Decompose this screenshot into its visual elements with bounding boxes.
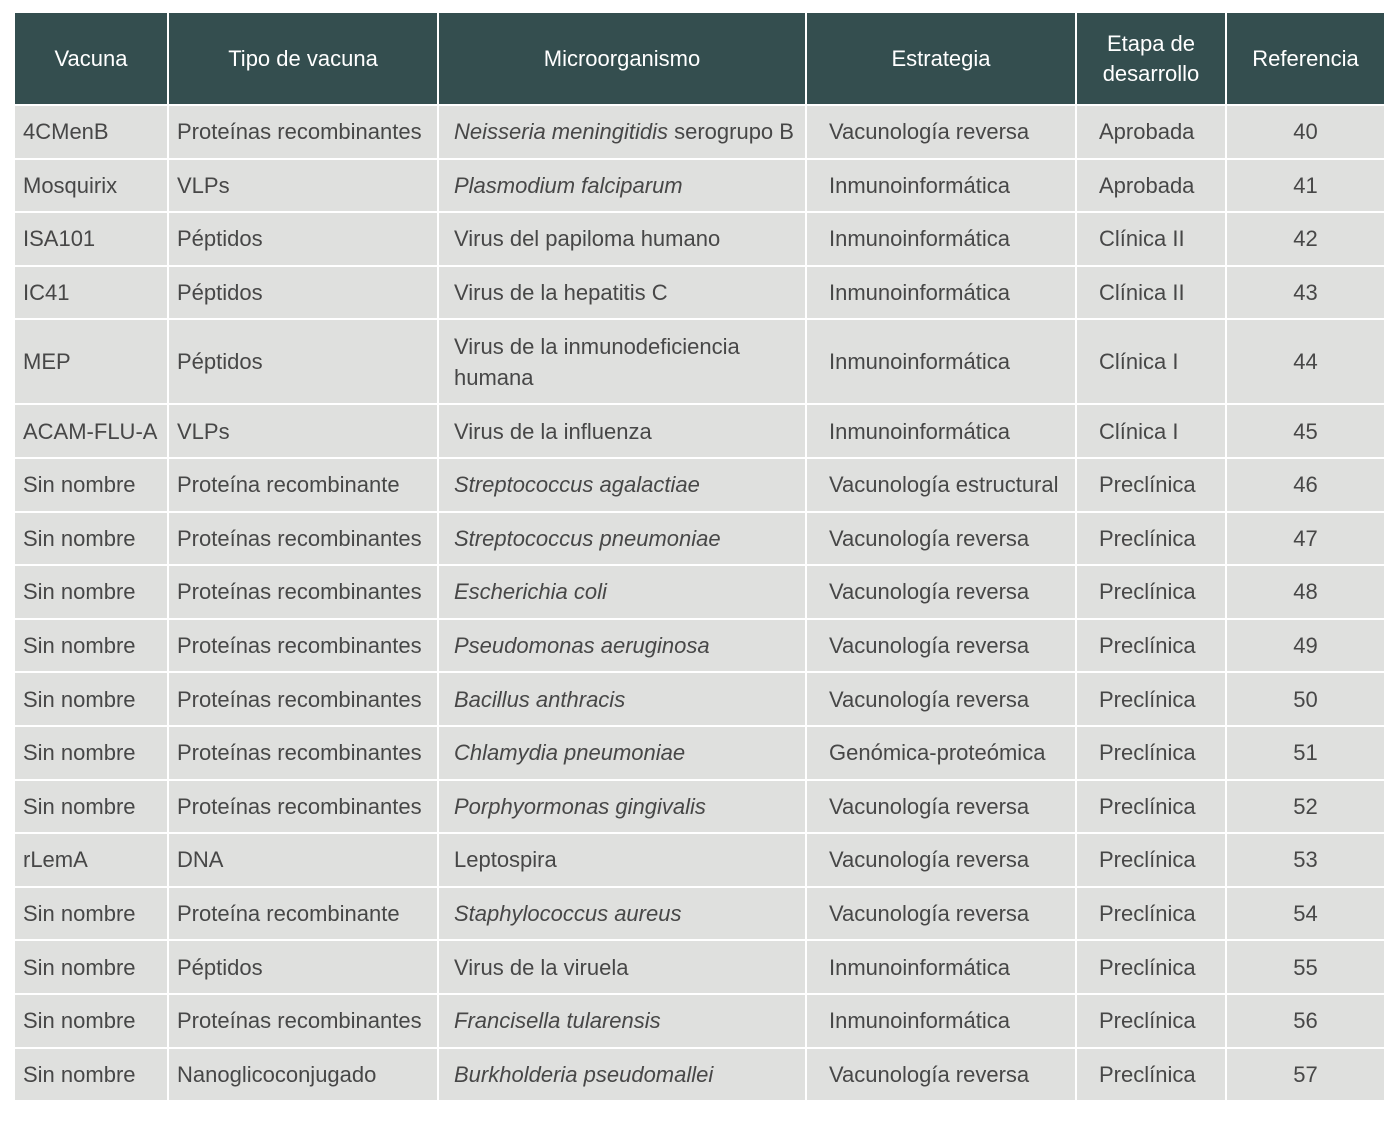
cell-etapa: Clínica I [1076,319,1226,404]
cell-tipo: Proteínas recombinantes [168,994,438,1048]
cell-microorganismo [438,726,806,780]
cell-tipo: Proteínas recombinantes [168,726,438,780]
micro-text: Virus de la inmunodeficiencia humana [454,333,740,390]
cell-estrategia: Vacunología reversa [806,887,1076,941]
cell-vacuna: ACAM-FLU-A [15,404,168,458]
cell-tipo: Proteínas recombinantes [168,565,438,619]
cell-referencia: 53 [1226,833,1384,887]
cell-microorganismo [438,887,806,941]
micro-text: serogrupo B [667,119,794,145]
species-name: Neisseria meningitidis [454,119,668,145]
table-row [15,940,1384,994]
cell-vacuna: Sin nombre [15,619,168,673]
cell-vacuna: Sin nombre [15,565,168,619]
cell-vacuna: Sin nombre [15,887,168,941]
cell-microorganismo [438,833,806,887]
header-vacuna: Vacuna [15,12,168,105]
species-name: Francisella tularensis [454,1008,661,1034]
table-row [15,887,1384,941]
cell-vacuna: rLemA [15,833,168,887]
species-name: Plasmodium falciparum [454,172,683,198]
cell-tipo: Péptidos [168,940,438,994]
table-row [15,619,1384,673]
cell-vacuna: Sin nombre [15,512,168,566]
table-row [15,404,1384,458]
cell-etapa: Clínica II [1076,212,1226,266]
cell-microorganismo [438,565,806,619]
micro-text: Leptospira [454,847,557,873]
cell-estrategia: Vacunología reversa [806,619,1076,673]
cell-etapa: Preclínica [1076,780,1226,834]
species-name: Pseudomonas aeruginosa [454,633,710,659]
cell-referencia: 42 [1226,212,1384,266]
cell-tipo: Péptidos [168,319,438,404]
header-estrategia: Estrategia [806,12,1076,105]
micro-text: Virus del papiloma humano [454,226,721,252]
cell-referencia: 45 [1226,404,1384,458]
cell-etapa: Preclínica [1076,512,1226,566]
species-name: Bacillus anthracis [454,686,626,712]
cell-microorganismo [438,619,806,673]
cell-referencia: 46 [1226,458,1384,512]
cell-estrategia: Genómica-proteómica [806,726,1076,780]
cell-vacuna: IC41 [15,266,168,320]
cell-microorganismo [438,212,806,266]
cell-referencia: 54 [1226,887,1384,941]
cell-referencia: 41 [1226,159,1384,213]
species-name: Streptococcus pneumoniae [454,525,721,551]
micro-text: Virus de la viruela [454,954,629,980]
species-name: Staphylococcus aureus [454,901,682,927]
table-body [15,105,1384,1100]
cell-estrategia: Inmunoinformática [806,212,1076,266]
table-row [15,780,1384,834]
cell-vacuna: MEP [15,319,168,404]
cell-estrategia: Inmunoinformática [806,159,1076,213]
cell-microorganismo [438,159,806,213]
header-microorganismo: Microorganismo [438,12,806,105]
cell-estrategia: Vacunología reversa [806,105,1076,159]
cell-referencia: 44 [1226,319,1384,404]
table-row [15,159,1384,213]
cell-etapa: Preclínica [1076,458,1226,512]
cell-referencia: 56 [1226,994,1384,1048]
cell-etapa: Preclínica [1076,619,1226,673]
cell-referencia: 48 [1226,565,1384,619]
cell-referencia: 51 [1226,726,1384,780]
cell-referencia: 47 [1226,512,1384,566]
cell-vacuna: Sin nombre [15,940,168,994]
cell-tipo: DNA [168,833,438,887]
cell-estrategia: Vacunología reversa [806,672,1076,726]
cell-vacuna: 4CMenB [15,105,168,159]
header-row [15,12,1384,105]
cell-estrategia: Inmunoinformática [806,404,1076,458]
cell-vacuna: Sin nombre [15,458,168,512]
cell-tipo: VLPs [168,404,438,458]
cell-estrategia: Inmunoinformática [806,266,1076,320]
cell-tipo: Proteínas recombinantes [168,780,438,834]
cell-etapa: Preclínica [1076,887,1226,941]
table-row [15,726,1384,780]
cell-microorganismo [438,319,806,404]
header-tipo: Tipo de vacuna [168,12,438,105]
table-row [15,105,1384,159]
cell-referencia: 55 [1226,940,1384,994]
table-row [15,672,1384,726]
species-name: Chlamydia pneumoniae [454,740,686,766]
species-name: Burkholderia pseudomallei [454,1061,714,1087]
cell-etapa: Aprobada [1076,105,1226,159]
cell-tipo: Proteína recombinante [168,458,438,512]
cell-estrategia: Vacunología reversa [806,512,1076,566]
cell-tipo: Proteínas recombinantes [168,512,438,566]
cell-etapa: Preclínica [1076,994,1226,1048]
cell-estrategia: Vacunología reversa [806,1048,1076,1101]
cell-vacuna: Sin nombre [15,672,168,726]
cell-etapa: Preclínica [1076,833,1226,887]
cell-microorganismo [438,458,806,512]
cell-estrategia: Inmunoinformática [806,940,1076,994]
cell-estrategia: Vacunología estructural [806,458,1076,512]
cell-referencia: 49 [1226,619,1384,673]
micro-text: Virus de la hepatitis C [454,280,668,306]
cell-microorganismo [438,780,806,834]
species-name: Porphyormonas gingivalis [454,793,706,819]
table-row [15,512,1384,566]
table-row [15,1048,1384,1101]
cell-referencia: 40 [1226,105,1384,159]
cell-referencia: 57 [1226,1048,1384,1101]
cell-estrategia: Vacunología reversa [806,833,1076,887]
cell-etapa: Clínica II [1076,266,1226,320]
cell-vacuna: Mosquirix [15,159,168,213]
cell-estrategia: Inmunoinformática [806,994,1076,1048]
cell-referencia: 50 [1226,672,1384,726]
cell-vacuna: Sin nombre [15,726,168,780]
cell-etapa: Preclínica [1076,565,1226,619]
cell-etapa: Preclínica [1076,672,1226,726]
cell-tipo: Proteínas recombinantes [168,672,438,726]
cell-estrategia: Vacunología reversa [806,565,1076,619]
cell-estrategia: Vacunología reversa [806,780,1076,834]
micro-text: Virus de la influenza [454,418,652,444]
cell-microorganismo [438,994,806,1048]
header-referencia: Referencia [1226,12,1384,105]
cell-microorganismo [438,1048,806,1101]
species-name: Streptococcus agalactiae [454,472,700,498]
cell-vacuna: Sin nombre [15,1048,168,1101]
cell-referencia: 43 [1226,266,1384,320]
cell-vacuna: ISA101 [15,212,168,266]
cell-tipo: VLPs [168,159,438,213]
cell-microorganismo [438,266,806,320]
species-name: Escherichia coli [454,579,607,605]
cell-microorganismo [438,404,806,458]
cell-estrategia: Inmunoinformática [806,319,1076,404]
cell-tipo: Proteínas recombinantes [168,619,438,673]
vaccines-table [15,11,1384,1100]
table-row [15,565,1384,619]
cell-vacuna: Sin nombre [15,994,168,1048]
cell-microorganismo [438,512,806,566]
table-row [15,319,1384,404]
cell-etapa: Aprobada [1076,159,1226,213]
table-row [15,212,1384,266]
cell-vacuna: Sin nombre [15,780,168,834]
cell-microorganismo [438,940,806,994]
table-row [15,266,1384,320]
cell-tipo: Proteína recombinante [168,887,438,941]
cell-tipo: Nanoglicoconjugado [168,1048,438,1101]
cell-tipo: Péptidos [168,266,438,320]
cell-referencia: 52 [1226,780,1384,834]
table-row [15,458,1384,512]
cell-microorganismo [438,105,806,159]
cell-etapa: Clínica I [1076,404,1226,458]
cell-etapa: Preclínica [1076,726,1226,780]
cell-etapa: Preclínica [1076,1048,1226,1101]
cell-microorganismo [438,672,806,726]
cell-etapa: Preclínica [1076,940,1226,994]
table-row [15,994,1384,1048]
header-etapa: Etapa de desarrollo [1076,12,1226,105]
cell-tipo: Proteínas recombinantes [168,105,438,159]
cell-tipo: Péptidos [168,212,438,266]
table-row [15,833,1384,887]
